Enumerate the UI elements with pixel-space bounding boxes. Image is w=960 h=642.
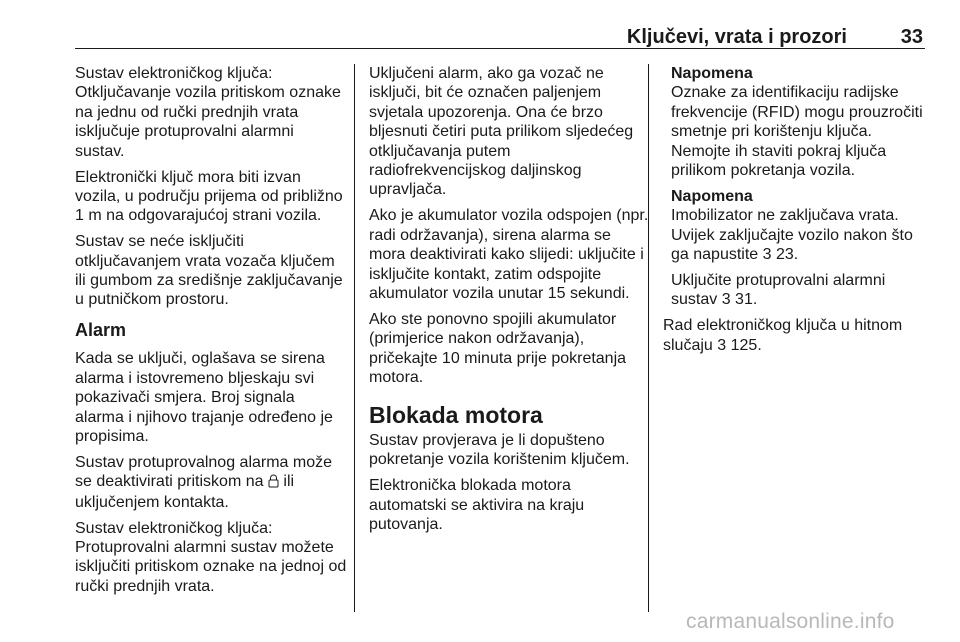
- note-title: Napomena: [671, 65, 753, 82]
- lock-symbol-icon: [268, 474, 279, 490]
- page-ref-arrow-icon: 3: [762, 246, 772, 264]
- paragraph: [75, 453, 347, 512]
- note-1: [663, 64, 933, 180]
- watermark: carmanualsonline.info: [686, 610, 895, 633]
- text-segment: Sustav protuprovalnog alarma može se deaktivirati pritiskom na: [75, 453, 333, 491]
- column-2: [369, 64, 651, 541]
- note-2: [663, 187, 933, 310]
- text-segment: ili uključenjem kontakta.: [75, 473, 295, 511]
- note-text: Uključite protuprovalni alarmni sustav 3 31.: [671, 272, 886, 309]
- text-segment: Rad elektroničkog ključa u hitnom slučaju: [663, 317, 903, 354]
- paragraph: Sustav elektroničkog ključa: Protuprovalni alarmni sustav možete isključiti pritiskom oznake na jednoj od ručki prednjih vrata.: [75, 519, 347, 595]
- paragraph: Kada se uključi, oglašava se sirena alarma i istovremeno bljeskaju svi pokazivači smjera. Broj signala alarma i njihovo trajanje određeno je propisima.: [75, 350, 333, 445]
- page-number: 33: [900, 26, 923, 48]
- paragraph: Uključeni alarm, ako ga vozač ne isključi, bit će označen paljenjem svjetala upozorenja. Ona će brzo bljesnuti četiri puta prilikom sljedećeg otključavanja putem radiofrekvencijskog daljinskog upravljača.: [369, 65, 634, 199]
- page-ref-arrow-icon: 3: [721, 291, 731, 309]
- paragraph: Rad elektroničkog ključa u hitnom slučaju 3 125.: [663, 317, 903, 354]
- note-text: Imobilizator ne zaključava vrata. Uvijek zaključajte vozilo nakon što ga napustite 3 23.: [671, 207, 913, 264]
- column-1: [75, 64, 347, 603]
- header-title: Ključevi, vrata i prozori: [626, 26, 847, 48]
- paragraph: Elektronički ključ mora biti izvan vozila, u području prijema od približno 1 m na odgovarajućoj strani vozila.: [75, 168, 343, 225]
- page-reference[interactable]: 125: [730, 336, 758, 354]
- paragraph: Ako je akumulator vozila odspojen (npr. radi održavanja), sirena alarma se mora deaktivirati kako slijedi: uključite i isključite kontakt, zatim odspojite akumulator vozila unutar 15 sekundi.: [369, 207, 649, 302]
- column-3: [663, 64, 933, 362]
- page-reference[interactable]: 23: [775, 246, 794, 264]
- text-segment: Uključite protuprovalni alarmni sustav: [671, 272, 886, 309]
- page-ref-arrow-icon: 3: [717, 336, 727, 354]
- paragraph: Sustav provjerava je li dopušteno pokretanje vozila korištenim ključem.: [369, 431, 630, 469]
- section-heading-alarm: Alarm: [75, 319, 127, 340]
- page-header: [75, 0, 925, 49]
- paragraph: Sustav elektroničkog ključa: Otključavanje vozila pritiskom oznake na jednu od ručki prednjih vrata isključuje protuprovalni alarmni sustav.: [75, 65, 341, 160]
- column-divider-1: [354, 64, 355, 612]
- paragraph: Elektronička blokada motora automatski se aktivira na kraju putovanja.: [369, 477, 585, 534]
- note-title: Napomena: [671, 187, 753, 205]
- paragraph: Sustav se neće isključiti otključavanjem vrata vozača ključem ili gumbom za središnje zaključavanje u putničkom prostoru.: [75, 233, 343, 309]
- paragraph: Ako ste ponovno spojili akumulator (primjerice nakon održavanja), pričekajte 10 minuta prije pokretanja motora.: [369, 310, 627, 387]
- section-heading-blokada-motora: Blokada motora: [369, 401, 543, 428]
- page-reference[interactable]: 31: [735, 291, 753, 309]
- note-text: Oznake za identifikaciju radijske frekvencije (RFID) mogu prouzročiti smetnje pri korištenju ključa. Nemojte ih staviti pokraj ključa prilikom pokretanja vozila.: [671, 84, 923, 180]
- text-segment: Imobilizator ne zaključava vrata. Uvijek zaključajte vozilo nakon što ga napustite: [671, 207, 913, 264]
